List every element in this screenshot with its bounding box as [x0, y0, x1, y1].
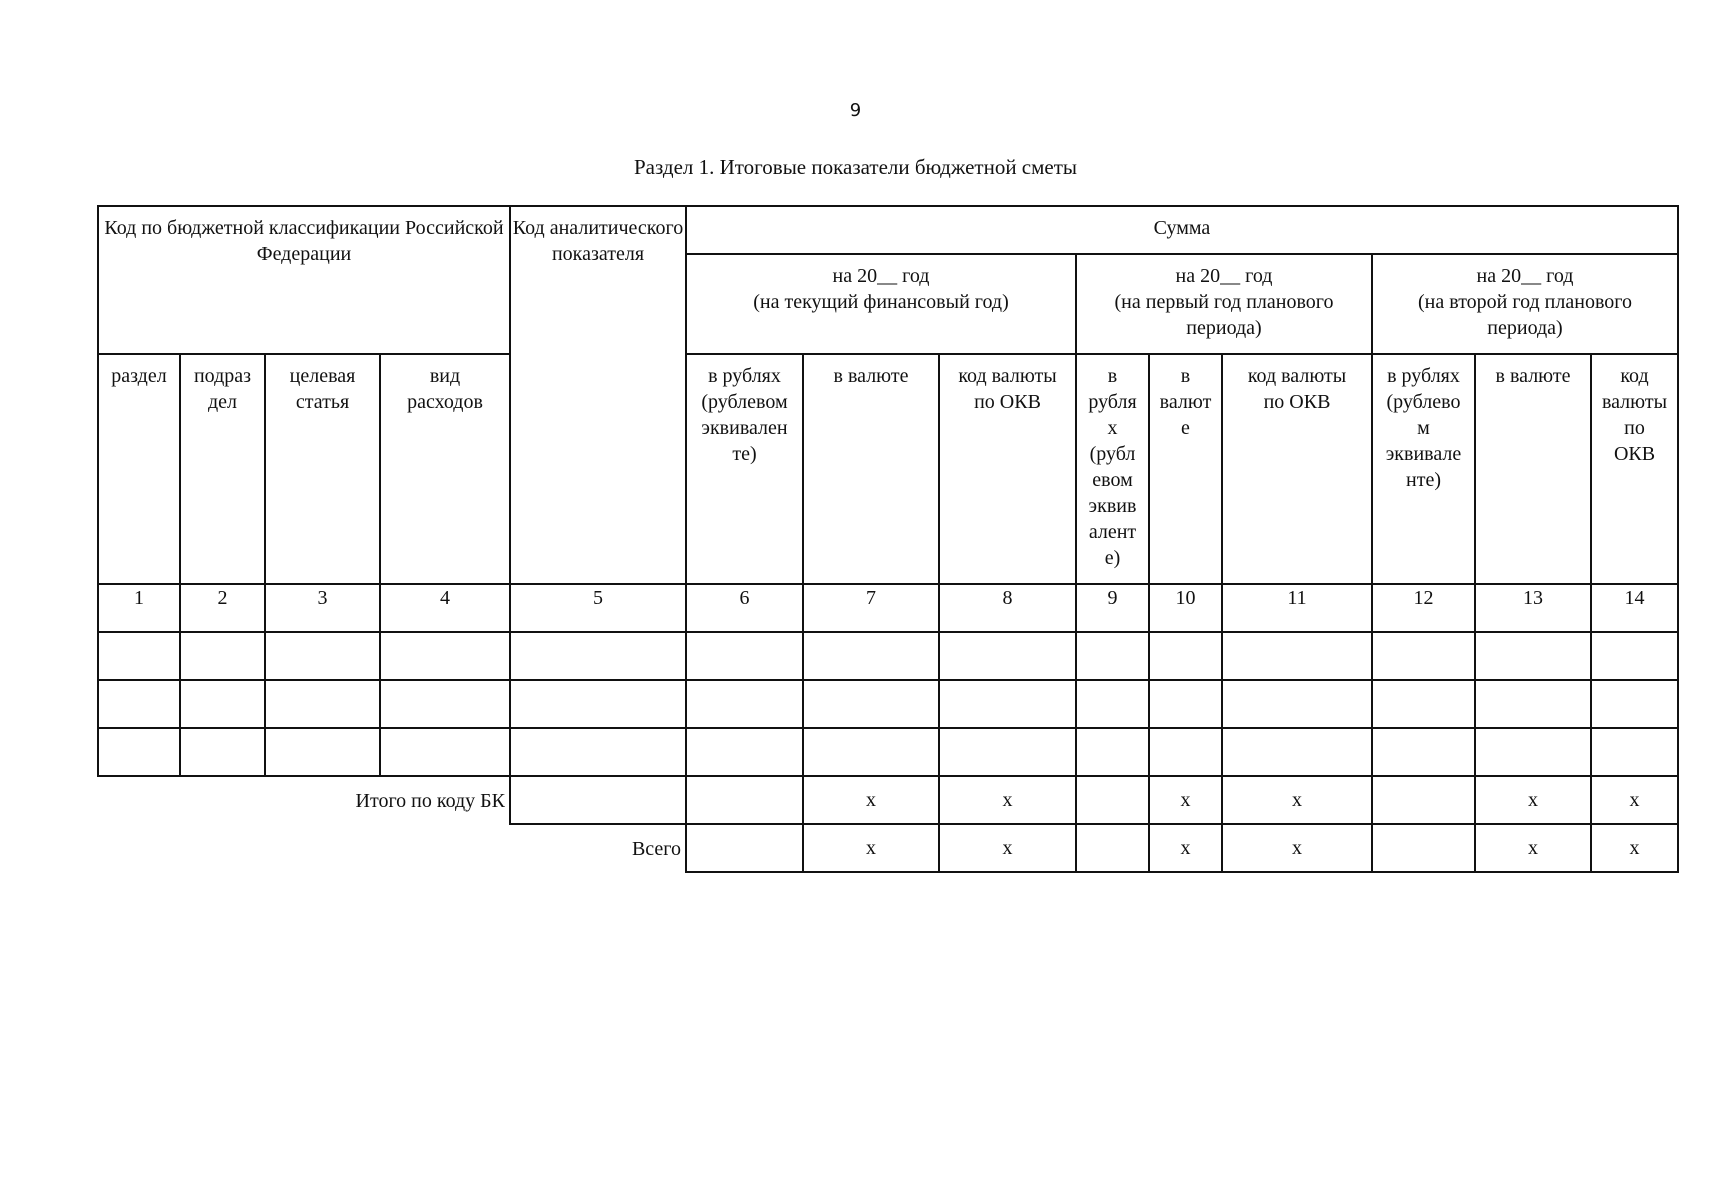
header-col-8-line-1: код валюты — [958, 365, 1057, 387]
column-number: 10 — [1149, 584, 1222, 632]
header-col-14-line-4: ОКВ — [1613, 443, 1656, 465]
column-number: 4 — [380, 584, 510, 632]
header-col-12-line-2: (рублево — [1386, 391, 1461, 413]
header-col-14-line-3: по — [1624, 417, 1645, 439]
header-razdel: раздел — [98, 354, 180, 584]
table-cell — [686, 680, 803, 728]
header-celevaya-line-2: статья — [295, 391, 350, 413]
table-cell — [380, 680, 510, 728]
table-cell — [1149, 728, 1222, 776]
table-cell — [1475, 728, 1591, 776]
column-number: 9 — [1076, 584, 1149, 632]
x-mark: x — [1475, 776, 1591, 824]
table-row — [98, 728, 1678, 776]
header-col-12 — [1372, 354, 1475, 584]
table-cell — [1591, 632, 1678, 680]
table-cell — [380, 728, 510, 776]
vsego-label: Всего — [631, 837, 681, 860]
itogo-row — [98, 776, 1678, 824]
header-year-first-line-1: на 20__ год — [1175, 265, 1273, 287]
header-analytic-code: Код аналитического показателя — [510, 206, 686, 584]
x-mark: x — [939, 824, 1076, 872]
header-year-second-line-3: периода) — [1487, 317, 1563, 339]
header-year-current-line-2: (на текущий финансовый год) — [753, 291, 1009, 313]
x-mark: x — [1475, 824, 1591, 872]
header-year-current — [686, 254, 1076, 354]
x-mark: x — [939, 776, 1076, 824]
header-col-11-line-1: код валюты — [1247, 365, 1347, 387]
header-col-7: в валюте — [803, 354, 939, 584]
itogo-label: Итого по коду БК — [355, 789, 505, 812]
header-celevaya-statya — [265, 354, 380, 584]
header-podrazdel-line-2: дел — [207, 391, 238, 413]
vsego-row — [98, 824, 1678, 872]
header-col-9-line-6: эквив — [1088, 495, 1137, 517]
table-cell — [1475, 680, 1591, 728]
column-number: 12 — [1372, 584, 1475, 632]
header-col-9-line-8: е) — [1104, 547, 1121, 569]
x-mark: x — [1591, 776, 1678, 824]
header-sum: Сумма — [686, 206, 1678, 254]
table-cell — [98, 680, 180, 728]
table-cell — [1372, 680, 1475, 728]
x-mark: x — [803, 776, 939, 824]
column-number: 6 — [686, 584, 803, 632]
header-col-14 — [1591, 354, 1678, 584]
header-year-first-line-3: периода) — [1186, 317, 1262, 339]
budget-estimate-table — [97, 205, 1679, 873]
table-cell — [1591, 680, 1678, 728]
table-cell — [1222, 632, 1372, 680]
x-mark: x — [1222, 776, 1372, 824]
header-col-11 — [1222, 354, 1372, 584]
table-cell — [510, 776, 686, 824]
table-cell — [180, 680, 265, 728]
table-cell — [265, 680, 380, 728]
table-cell — [1149, 680, 1222, 728]
x-mark: x — [1222, 824, 1372, 872]
header-year-current-line-1: на 20__ год — [832, 265, 930, 287]
header-year-first — [1076, 254, 1372, 354]
x-mark: x — [803, 824, 939, 872]
table-cell — [939, 728, 1076, 776]
table-cell — [1076, 728, 1149, 776]
header-year-first-line-2: (на первый год планового — [1114, 291, 1334, 313]
x-mark: x — [1149, 776, 1222, 824]
header-col-11-line-2: по ОКВ — [1263, 391, 1331, 413]
column-number: 8 — [939, 584, 1076, 632]
table-cell — [1591, 728, 1678, 776]
table-cell — [98, 632, 180, 680]
table-cell — [1372, 776, 1475, 824]
header-col-6-line-4: те) — [732, 443, 757, 465]
section-title: Раздел 1. Итоговые показатели бюджетной сметы — [633, 155, 1078, 179]
header-col-10-line-1: в — [1180, 365, 1191, 387]
header-col-8-line-2: по ОКВ — [974, 391, 1041, 413]
header-col-10-line-2: валют — [1159, 391, 1212, 413]
header-col-9-line-5: евом — [1092, 469, 1133, 491]
column-number: 11 — [1222, 584, 1372, 632]
header-year-second-line-1: на 20__ год — [1476, 265, 1574, 287]
column-number: 13 — [1475, 584, 1591, 632]
header-year-second-line-2: (на второй год планового — [1418, 291, 1632, 313]
column-number: 14 — [1591, 584, 1678, 632]
table-cell — [265, 632, 380, 680]
header-col-9-line-2: рубля — [1088, 391, 1137, 413]
column-number: 5 — [510, 584, 686, 632]
header-col-6-line-2: (рублевом — [701, 391, 788, 413]
header-col-14-line-1: код — [1620, 365, 1649, 387]
table-cell — [803, 728, 939, 776]
header-celevaya-line-1: целевая — [289, 365, 356, 387]
table-cell — [686, 824, 803, 872]
header-col-9-line-1: в — [1107, 365, 1118, 387]
column-number: 1 — [98, 584, 180, 632]
table-cell — [1076, 680, 1149, 728]
table-cell — [1222, 728, 1372, 776]
table-cell — [803, 680, 939, 728]
header-podrazdel — [180, 354, 265, 584]
table-cell — [1076, 776, 1149, 824]
header-col-13: в валюте — [1475, 354, 1591, 584]
table-cell — [939, 680, 1076, 728]
table-cell — [686, 776, 803, 824]
header-col-6 — [686, 354, 803, 584]
x-mark: x — [1149, 824, 1222, 872]
table-cell — [1475, 632, 1591, 680]
table-cell — [510, 632, 686, 680]
table-cell — [180, 632, 265, 680]
column-number: 3 — [265, 584, 380, 632]
page-number: 9 — [849, 100, 862, 121]
table-cell — [939, 632, 1076, 680]
column-number: 7 — [803, 584, 939, 632]
table-cell — [265, 728, 380, 776]
header-col-12-line-4: эквивале — [1385, 443, 1462, 465]
header-col-12-line-5: нте) — [1406, 469, 1441, 491]
table-cell — [686, 632, 803, 680]
header-col-12-line-3: м — [1417, 417, 1430, 439]
header-col-9-line-3: х — [1107, 417, 1118, 439]
header-col-8 — [939, 354, 1076, 584]
header-col-6-line-3: эквивален — [701, 417, 788, 439]
table-cell — [380, 632, 510, 680]
table-cell — [1076, 824, 1149, 872]
table-cell — [510, 728, 686, 776]
column-number: 2 — [180, 584, 265, 632]
table-row — [98, 632, 1678, 680]
header-podrazdel-line-1: подраз — [193, 365, 252, 387]
header-vid-line-2: расходов — [407, 391, 483, 413]
header-col-6-line-1: в рублях — [708, 365, 781, 387]
header-col-9 — [1076, 354, 1149, 584]
column-numbers-row — [98, 584, 1678, 632]
table-cell — [686, 728, 803, 776]
table-cell — [1372, 728, 1475, 776]
header-col-9-line-7: алент — [1088, 521, 1137, 543]
table-cell — [803, 632, 939, 680]
header-col-9-line-4: (рубл — [1089, 443, 1136, 465]
table-cell — [1076, 632, 1149, 680]
x-mark: x — [1591, 824, 1678, 872]
table-cell — [510, 680, 686, 728]
table-cell — [98, 728, 180, 776]
header-kbk: Код по бюджетной классификации Российской Федерации — [98, 206, 510, 354]
header-col-14-line-2: валюты — [1601, 391, 1668, 413]
table-cell — [1372, 824, 1475, 872]
header-col-10 — [1149, 354, 1222, 584]
table-cell — [180, 728, 265, 776]
header-vid-line-1: вид — [429, 365, 461, 387]
table-cell — [1149, 632, 1222, 680]
table-row — [98, 680, 1678, 728]
table-cell — [1222, 680, 1372, 728]
header-vid-rashodov — [380, 354, 510, 584]
header-col-12-line-1: в рублях — [1387, 365, 1460, 387]
table-cell — [1372, 632, 1475, 680]
header-year-second — [1372, 254, 1678, 354]
header-col-10-line-3: е — [1181, 417, 1190, 439]
